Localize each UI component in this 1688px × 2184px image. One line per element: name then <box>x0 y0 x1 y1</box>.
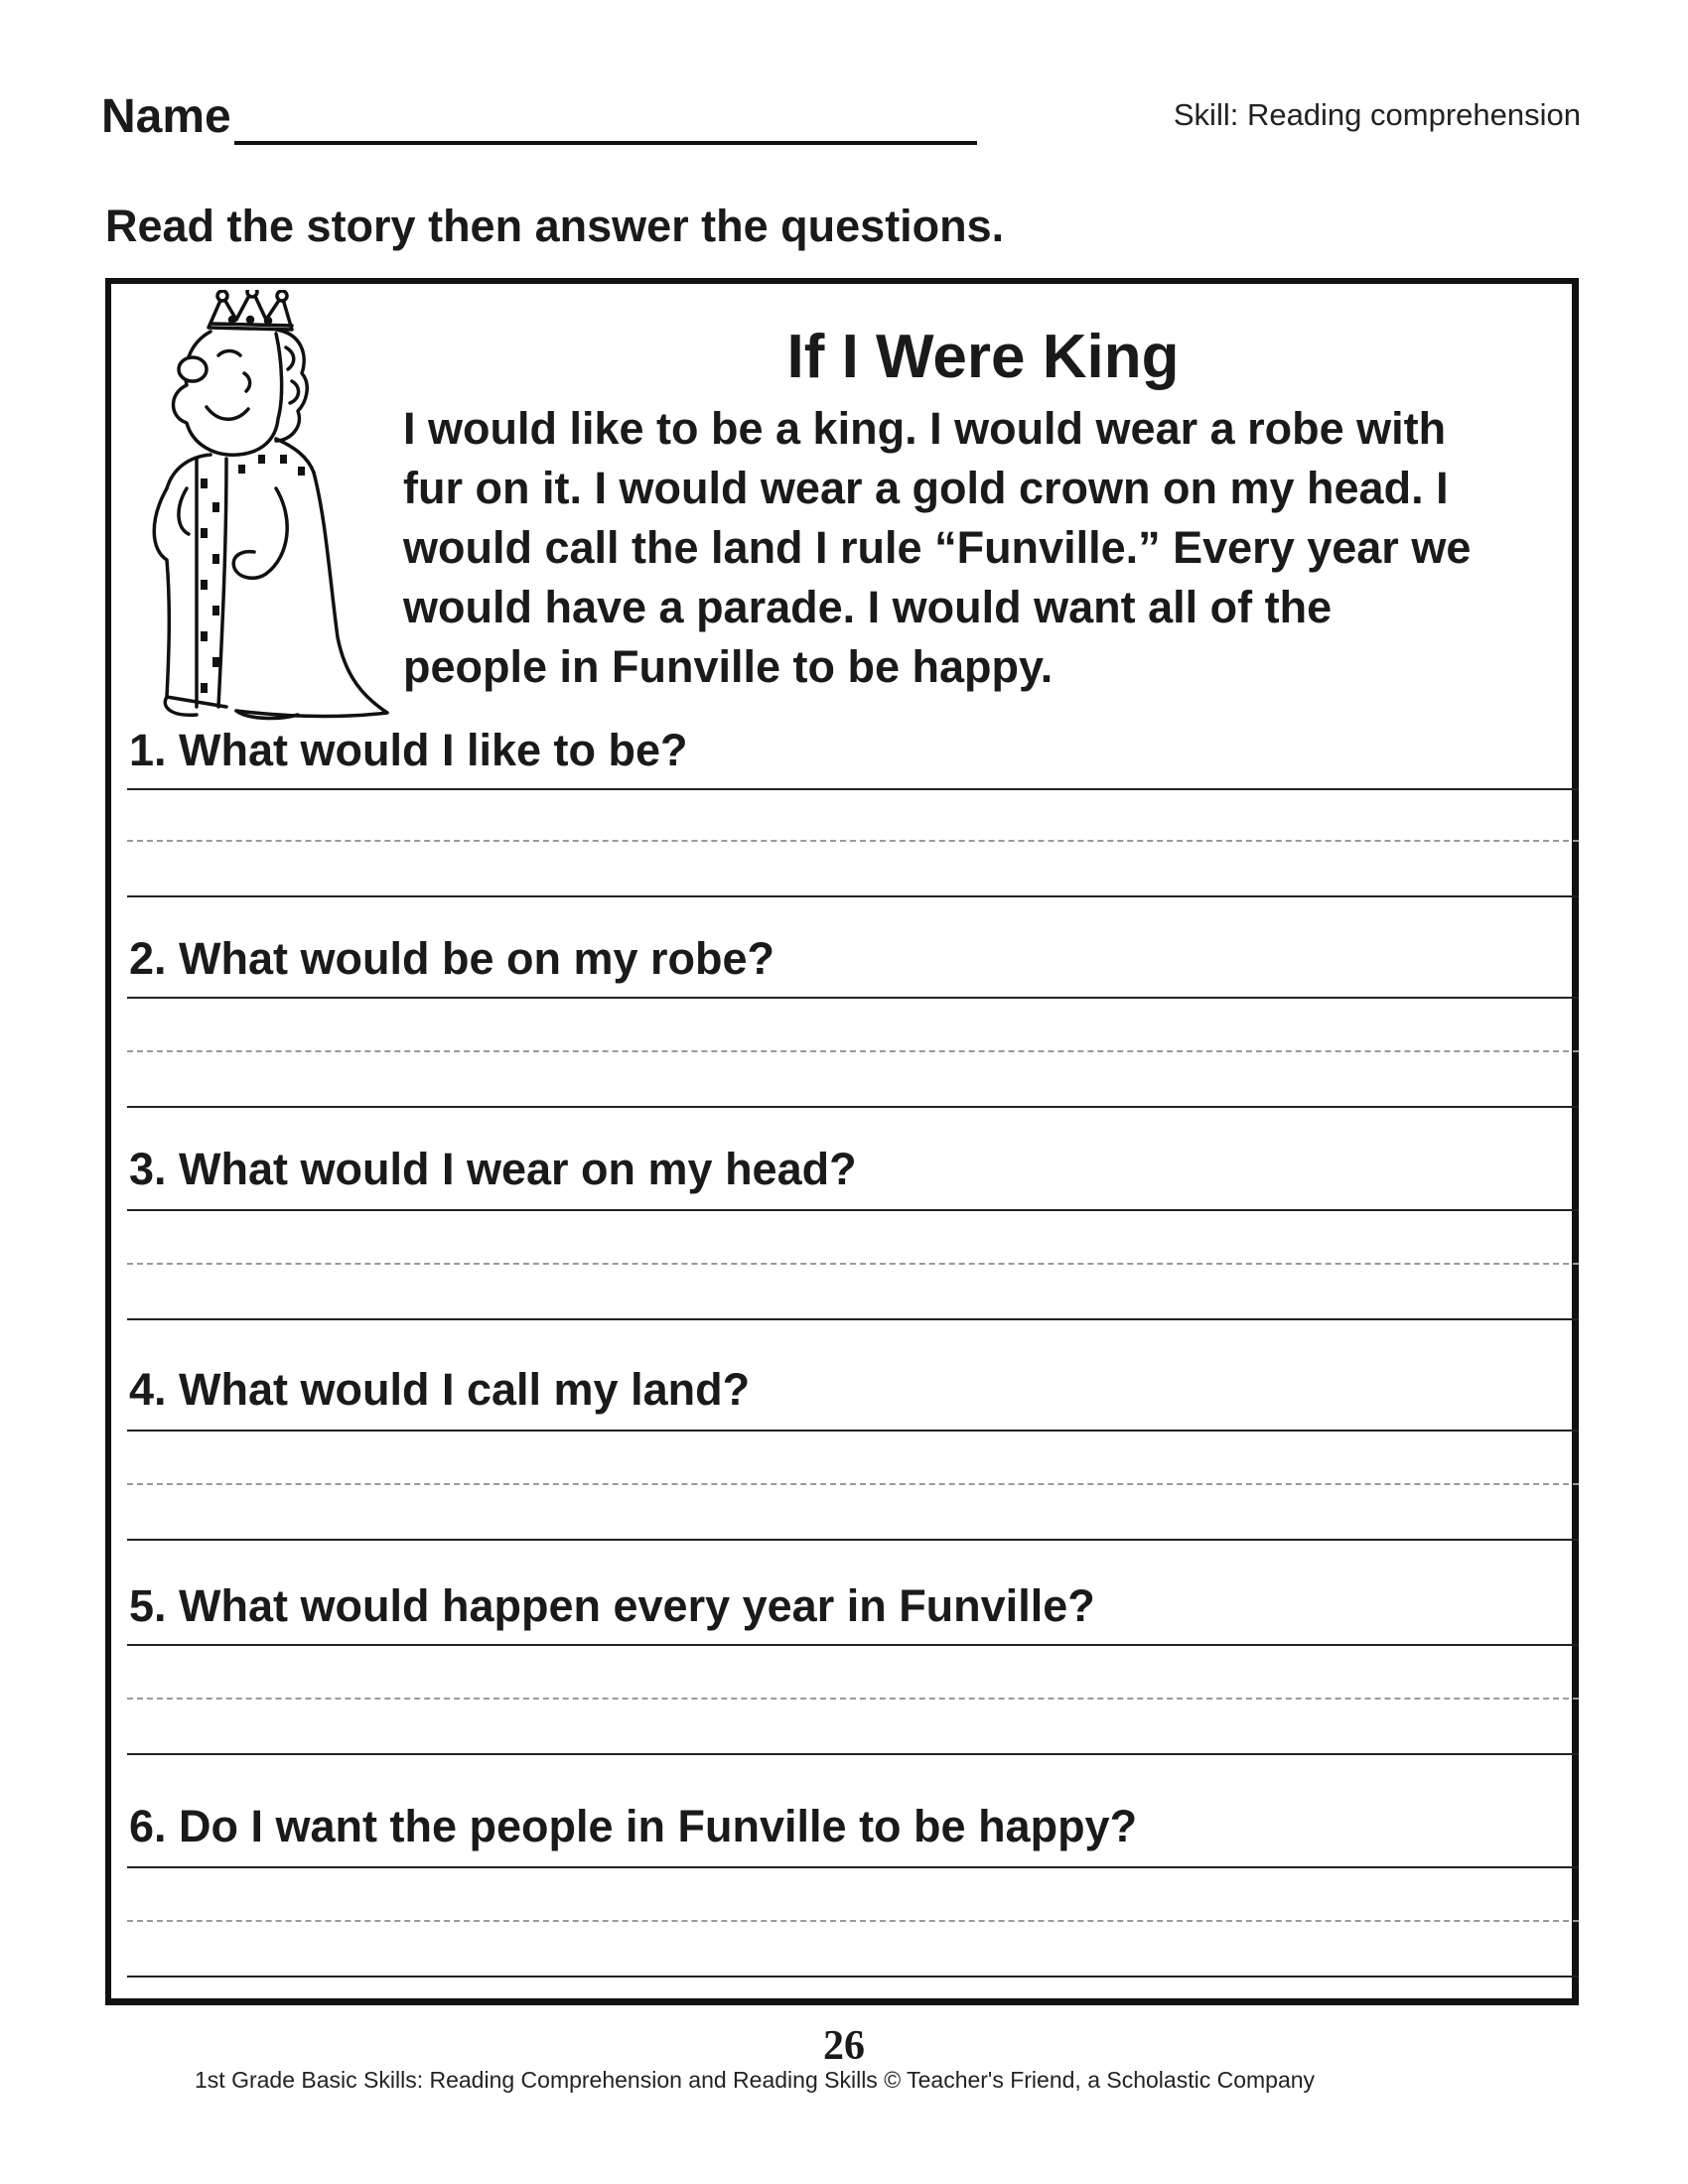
answer-line-mid <box>127 840 1579 842</box>
answer-line-mid <box>127 1263 1579 1265</box>
question-2: 2. What would be on my robe? <box>129 933 775 984</box>
question-4: 4. What would I call my land? <box>129 1364 751 1415</box>
story-body: I would like to be a king. I would wear a robe with fur on it. I would wear a gold crown on my head. I would call the land I rule “Funville.” Every year we would have a parade. I would want all of the people in Funville to be happy. <box>403 403 1472 692</box>
answer-line-mid <box>127 1050 1579 1052</box>
question-5: 5. What would happen every year in Funville? <box>129 1580 1095 1631</box>
answer-line-base[interactable] <box>127 1753 1579 1755</box>
question-3: 3. What would I wear on my head? <box>129 1144 857 1194</box>
story-title: If I Were King <box>786 323 1180 391</box>
question-1: 1. What would I like to be? <box>129 725 688 775</box>
king-illustration <box>127 290 389 723</box>
skill-label: Skill: Reading comprehension <box>1173 97 1581 132</box>
name-write-line[interactable] <box>234 141 977 145</box>
answer-line-base[interactable] <box>127 1976 1579 1978</box>
answer-line-mid <box>127 1483 1579 1485</box>
page-number: 26 <box>823 2023 865 2069</box>
answer-line-top[interactable] <box>127 1644 1579 1646</box>
answer-line-mid <box>127 1698 1579 1700</box>
copyright-footer: 1st Grade Basic Skills: Reading Comprehension and Reading Skills © Teacher's Friend, a Scholastic Company <box>195 2067 1316 2093</box>
answer-line-base[interactable] <box>127 1106 1579 1108</box>
name-label: Name <box>101 90 231 143</box>
answer-line-base[interactable] <box>127 895 1579 897</box>
question-6: 6. Do I want the people in Funville to be happy? <box>129 1801 1138 1851</box>
answer-line-top[interactable] <box>127 1430 1579 1432</box>
instructions: Read the story then answer the questions. <box>105 201 1005 251</box>
answer-line-mid <box>127 1920 1579 1922</box>
answer-line-base[interactable] <box>127 1318 1579 1320</box>
answer-line-base[interactable] <box>127 1539 1579 1541</box>
answer-line-top[interactable] <box>127 1209 1579 1211</box>
answer-line-top[interactable] <box>127 997 1579 999</box>
answer-line-top[interactable] <box>127 1866 1579 1868</box>
answer-line-top[interactable] <box>127 788 1579 790</box>
